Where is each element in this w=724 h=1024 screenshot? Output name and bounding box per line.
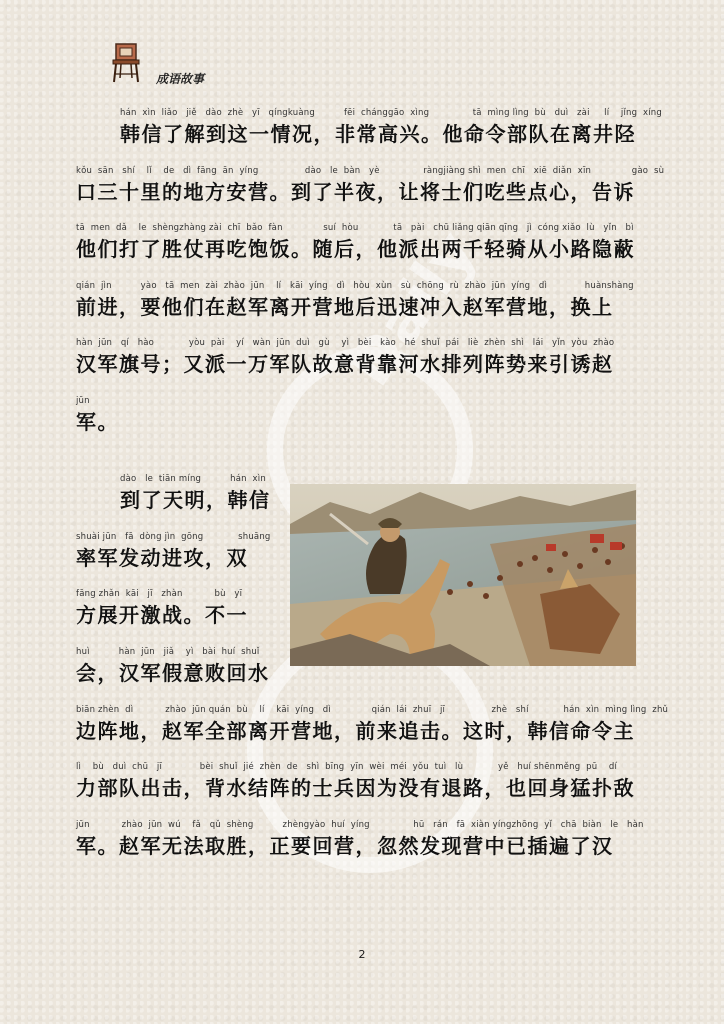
- pinyin-row: biān zhèn dì zhào jūn quán bù lí kāi yíng dì qián lái zhuī jī zhè shí hán xìn mìng lìng zhǔ: [76, 705, 669, 715]
- hanzi-row: 汉军旗号；又派一万军队故意背靠河水排列阵势来引诱赵: [76, 352, 614, 376]
- pinyin-row: huì hàn jūn jiǎ yì bài huí shuǐ: [76, 647, 260, 657]
- hanzi-row: 边阵地，赵军全部离开营地，前来追击。这时，韩信命令主: [76, 719, 635, 743]
- hanzi-row: 他们打了胜仗再吃饱饭。随后，他派出两千轻骑从小路隐蔽: [76, 237, 635, 261]
- hanzi-row: 口三十里的地方安营。到了半夜，让将士们吃些点心，告诉: [76, 180, 635, 204]
- hanzi-row: 韩信了解到这一情况，非常高兴。他命令部队在离井陉: [120, 122, 636, 146]
- pinyin-row: tā men dǎ le shèngzhàng zài chī bǎo fàn suí hòu tā pài chū liǎng qiān qīng jì cóng xiǎo lù yǐn bì: [76, 223, 634, 233]
- header-title: 成语故事: [156, 72, 205, 86]
- battle-illustration: [290, 484, 636, 666]
- pinyin-row: qián jìn yào tā men zài zhào jūn lí kāi yíng dì hòu xùn sù chōng rù zhào jūn yíng dì huànshàng: [76, 281, 634, 291]
- page-number: 2: [358, 948, 366, 961]
- pinyin-row: hán xìn liǎo jiě dào zhè yī qíngkuàng fēi chánggāo xìng tā mìng lìng bù duì zài lí jǐng xíng: [120, 108, 662, 118]
- svg-text:Daily: Daily: [334, 218, 491, 399]
- pinyin-row: lì bù duì chū jī bèi shuǐ jié zhèn de shì bīng yīn wèi méi yǒu tuì lù yě huí shēnměng pū dí: [76, 762, 618, 772]
- hanzi-row: 力部队出击，背水结阵的士兵因为没有退路，也回身猛扑敌: [76, 776, 635, 800]
- pinyin-row: shuài jūn fā dòng jìn gōng shuāng: [76, 532, 271, 542]
- hanzi-row: 到了天明，韩信: [120, 488, 271, 512]
- hanzi-row: 军。赵军无法取胜，正要回营，忽然发现营中已插遍了汉: [76, 834, 614, 858]
- pinyin-row: jūn: [76, 396, 90, 406]
- chair-logo-icon: [108, 40, 144, 84]
- hanzi-row: 方展开激战。不一: [76, 603, 248, 627]
- hanzi-row: 前进，要他们在赵军离开营地后迅速冲入赵军营地，换上: [76, 295, 614, 319]
- pinyin-row: hàn jūn qí hào yòu pài yí wàn jūn duì gù yì bèi kào hé shuǐ pái liè zhèn shì lái yǐn yòu zhào: [76, 338, 615, 348]
- hanzi-row: 率军发动进攻，双: [76, 546, 248, 570]
- hanzi-row: 会，汉军假意败回水: [76, 661, 270, 685]
- hanzi-row: 军。: [76, 410, 119, 434]
- pinyin-row: kǒu sān shí lǐ de dì fāng ān yíng dào le bàn yè ràngjiàng shì men chī xiē diǎn xīn gào sù: [76, 166, 665, 176]
- pinyin-row: jūn zhào jūn wú fǎ qǔ shèng zhèngyào huí yíng hū rán fā xiàn yíngzhōng yǐ chā biàn le hàn: [76, 820, 644, 830]
- pinyin-row: fāng zhǎn kāi jī zhàn bù yī: [76, 589, 243, 599]
- pinyin-row: dào le tiān míng hán xìn: [120, 474, 266, 484]
